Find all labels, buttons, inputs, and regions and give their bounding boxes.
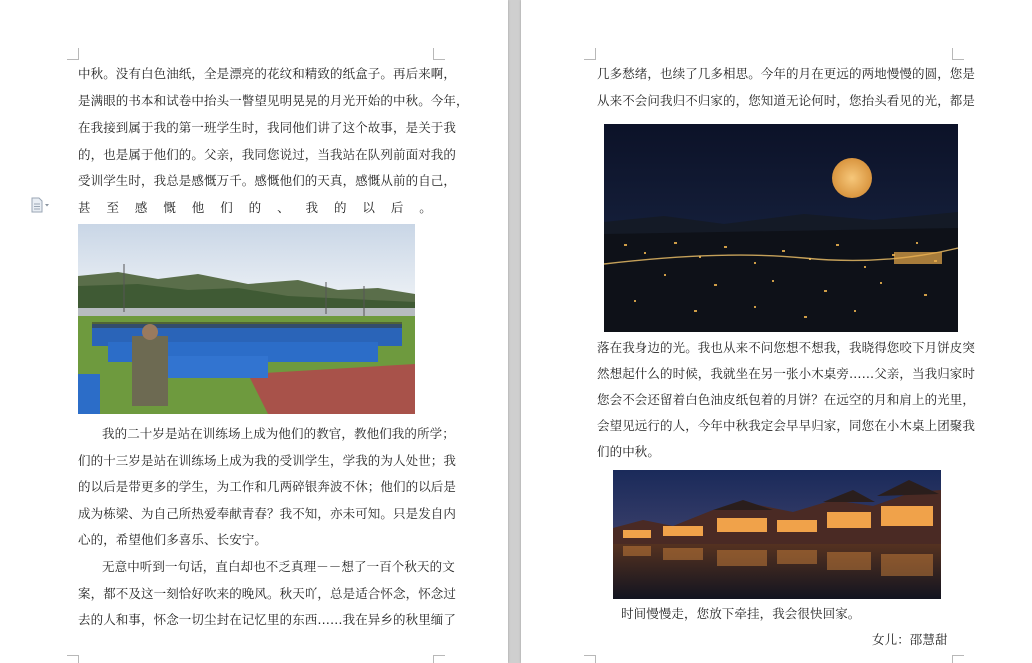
margin-corner-bottom-left: [584, 655, 596, 663]
water-town-photo: [613, 470, 941, 599]
margin-corner-top-left: [67, 48, 79, 60]
text-line: 心的，希望他们多喜乐、长安宁。: [78, 532, 268, 547]
margin-corner-top-right: [433, 48, 445, 60]
text-line: 的，也是属于他们的。父亲，我同您说过，当我站在队列前面对我的: [78, 147, 457, 162]
text-line-indent: 无意中听到一句话，直白却也不乏真理－－想了一百个秋天的文: [102, 559, 455, 574]
margin-corner-bottom-right: [433, 655, 445, 663]
margin-corner-bottom-right: [952, 655, 964, 663]
text-line: 中秋。没有白色油纸，全是漂亮的花纹和精致的纸盒子。再后来啊，: [78, 66, 457, 81]
training-photo: [78, 224, 415, 414]
document-icon[interactable]: [30, 197, 52, 213]
document-page-right: [521, 0, 1032, 663]
text-line: 案，都不及这一刻恰好吹来的晚风。秋天吖，总是适合怀念，怀念过: [78, 586, 457, 601]
text-line-indent: 我的二十岁是站在训练场上成为他们的教官，教他们我的所学；: [102, 426, 455, 441]
moon-city-photo-image: [604, 124, 958, 332]
margin-corner-top-left: [584, 48, 596, 60]
text-line: 在我接到属于我的第一班学生时，我同他们讲了这个故事，是关于我: [78, 120, 457, 135]
text-line: 然想起什么的时候，我就坐在另一张小木桌旁……父亲，当我归家时: [597, 366, 976, 381]
training-photo-image: [78, 224, 415, 414]
text-line: 从来不会问我归不归家的，您知道无论何时，您抬头看见的光，都是: [597, 93, 976, 108]
moon-city-photo: [604, 124, 958, 332]
margin-corner-top-right: [952, 48, 964, 60]
text-line: 们的十三岁是站在训练场上成为我的受训学生，学我的为人处世；我: [78, 453, 457, 468]
signature: 女儿：邵慧甜: [872, 632, 948, 647]
text-line: 是满眼的书本和试卷中抬头一瞥望见明晃晃的月光开始的中秋。今年，: [78, 93, 469, 108]
margin-corner-bottom-left: [67, 655, 79, 663]
closing-line: 时间慢慢走，您放下牵挂，我会很快回家。: [621, 606, 861, 621]
text-line: 会望见远行的人，今年中秋我定会早早归家，同您在小木桌上团聚我: [597, 418, 976, 433]
text-line: 几多愁绪，也续了几多相思。今年的月在更远的两地慢慢的圆，您是: [597, 66, 976, 81]
water-town-photo-image: [613, 470, 941, 599]
text-line: 成为栋梁、为自己所热爱奉献青春？我不知，亦未可知。只是发自内: [78, 506, 457, 521]
text-line: 受训学生时，我总是感慨万千。感慨他们的天真，感慨从前的自己，: [78, 173, 457, 188]
text-line-justified: 甚 至 感 慨 他 们 的 、 我 的 以 后 。: [78, 200, 432, 215]
text-line: 去的人和事，怀念一切尘封在记忆里的东西……我在异乡的秋里缅了: [78, 612, 457, 627]
text-line: 落在我身边的光。我也从来不问您想不想我，我晓得您咬下月饼皮突: [597, 340, 976, 355]
text-line: 的以后是带更多的学生，为工作和几两碎银奔波不休；他们的以后是: [78, 479, 457, 494]
text-line: 您会不会还留着白色油皮纸包着的月饼？在远空的月和肩上的光里，: [597, 392, 976, 407]
text-line: 们的中秋。: [597, 444, 661, 459]
document-page-left: [0, 0, 508, 663]
